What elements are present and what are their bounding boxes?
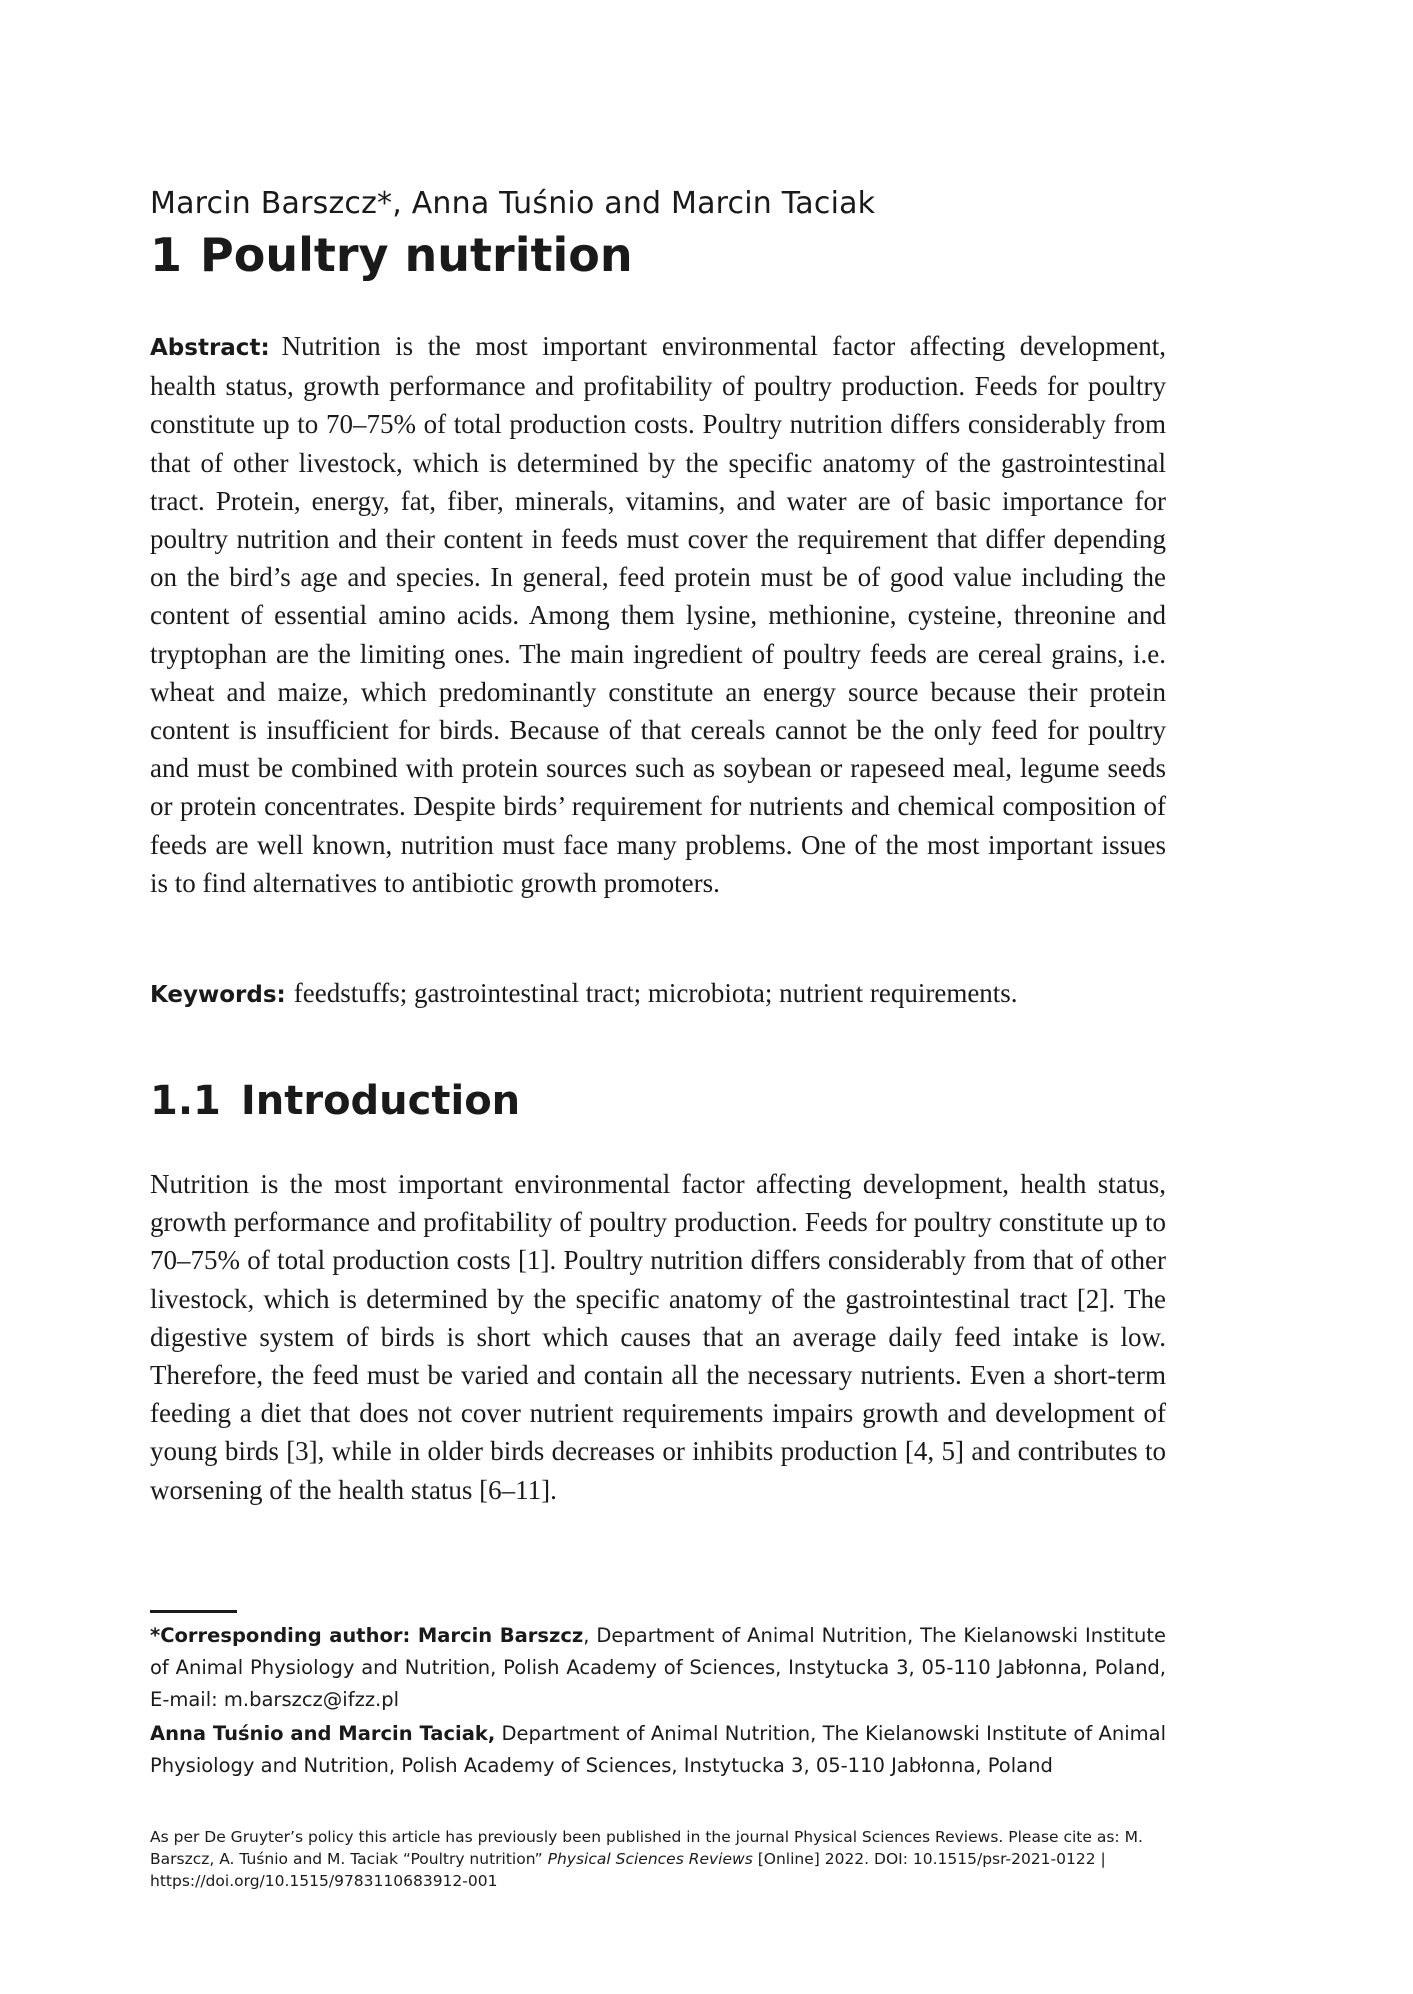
publisher-policy-note bbox=[150, 1826, 1166, 1892]
coauthors-text: Department of Animal Nutrition, The Kielanowski Institute of Animal Physiology and Nutrition, Polish Academy of Sciences, Instytucka 3, 05-110 Jabłonna, Poland bbox=[150, 1722, 1167, 1777]
keywords-text: feedstuffs; gastrointestinal tract; microbiota; nutrient requirements. bbox=[293, 978, 1018, 1008]
abstract-label: Abstract: bbox=[150, 335, 270, 361]
policy-text-end: [Online] 2022. DOI: 10.1515/psr-2021-0122 | https://doi.org/10.1515/9783110683912-001 bbox=[150, 1850, 1106, 1890]
introduction-paragraph: Nutrition is the most important environmental factor affecting development, health status, growth performance and profitability of poultry production. Feeds for poultry constitute up to 70–75% of total production costs [1]. Poultry nutrition differs considerably from that of other livestock, which is determined by the specific anatomy of the gastrointestinal tract [2]. The digestive system of birds is short which causes that an average daily feed intake is low. Therefore, the feed must be varied and contain all the necessary nutrients. Even a short-term feeding a diet that does not cover nutrient requirements impairs growth and development of young birds [3], while in older birds decreases or inhibits production [4, 5] and contributes to worsening of the health status [6–11]. bbox=[150, 1169, 1166, 1505]
author-line: Marcin Barszcz*, Anna Tuśnio and Marcin Taciak bbox=[150, 186, 876, 221]
section-title-text: Introduction bbox=[240, 1078, 521, 1124]
keywords-label: Keywords: bbox=[150, 982, 286, 1008]
corresponding-author-label: *Corresponding author: Marcin Barszcz bbox=[150, 1624, 584, 1647]
footnote-coauthors bbox=[150, 1718, 1166, 1782]
chapter-title-text: Poultry nutrition bbox=[200, 228, 633, 282]
chapter-number: 1 bbox=[150, 228, 183, 282]
coauthors-label: Anna Tuśnio and Marcin Taciak, bbox=[150, 1722, 496, 1745]
chapter-title bbox=[150, 228, 633, 282]
corresponding-author-text: , Department of Animal Nutrition, The Kielanowski Institute of Animal Physiology and Nutrition, Polish Academy of Sciences, Instytucka 3, 05-110 Jabłonna, Poland, E-mail: m.barszcz@ifzz.pl bbox=[150, 1624, 1166, 1711]
policy-journal-name: Physical Sciences Reviews bbox=[547, 1850, 753, 1868]
abstract bbox=[150, 327, 1166, 902]
footnote-rule bbox=[150, 1610, 237, 1613]
keywords bbox=[150, 974, 1166, 1014]
section-title bbox=[150, 1078, 520, 1124]
policy-text-start: As per De Gruyter’s policy this article has previously been published in the journal Physical Sciences Reviews. Please cite as: M. Barszcz, A. Tuśnio and M. Taciak “Poultry nutrition” bbox=[150, 1828, 1143, 1868]
section-number: 1.1 bbox=[150, 1078, 221, 1124]
footnote-corresponding-author bbox=[150, 1620, 1166, 1716]
abstract-text: Nutrition is the most important environmental factor affecting development, health status, growth performance and profitability of poultry production. Feeds for poultry constitute up to 70–75% of total production costs. Poultry nutrition differs considerably from that of other livestock, which is determined by the specific anatomy of the gastrointestinal tract. Protein, energy, fat, fiber, minerals, vitamins, and water are of basic importance for poultry nutrition and their content in feeds must cover the requirement that differ depending on the bird’s age and species. In general, feed protein must be of good value including the content of essential amino acids. Among them lysine, methionine, cysteine, threonine and tryptophan are the limiting ones. The main ingredient of poultry feeds are cereal grains, i.e. wheat and maize, which predominantly constitute an energy source because their protein content is insufficient for birds. Because of that cereals cannot be the only feed for poultry and must be combined with protein sources such as soybean or rapeseed meal, legume seeds or protein concentrates. Despite birds’ requirement for nutrients and chemical composition of feeds are well known, nutrition must face many problems. One of the most important issues is to find alternatives to antibiotic growth promoters. bbox=[150, 331, 1166, 898]
